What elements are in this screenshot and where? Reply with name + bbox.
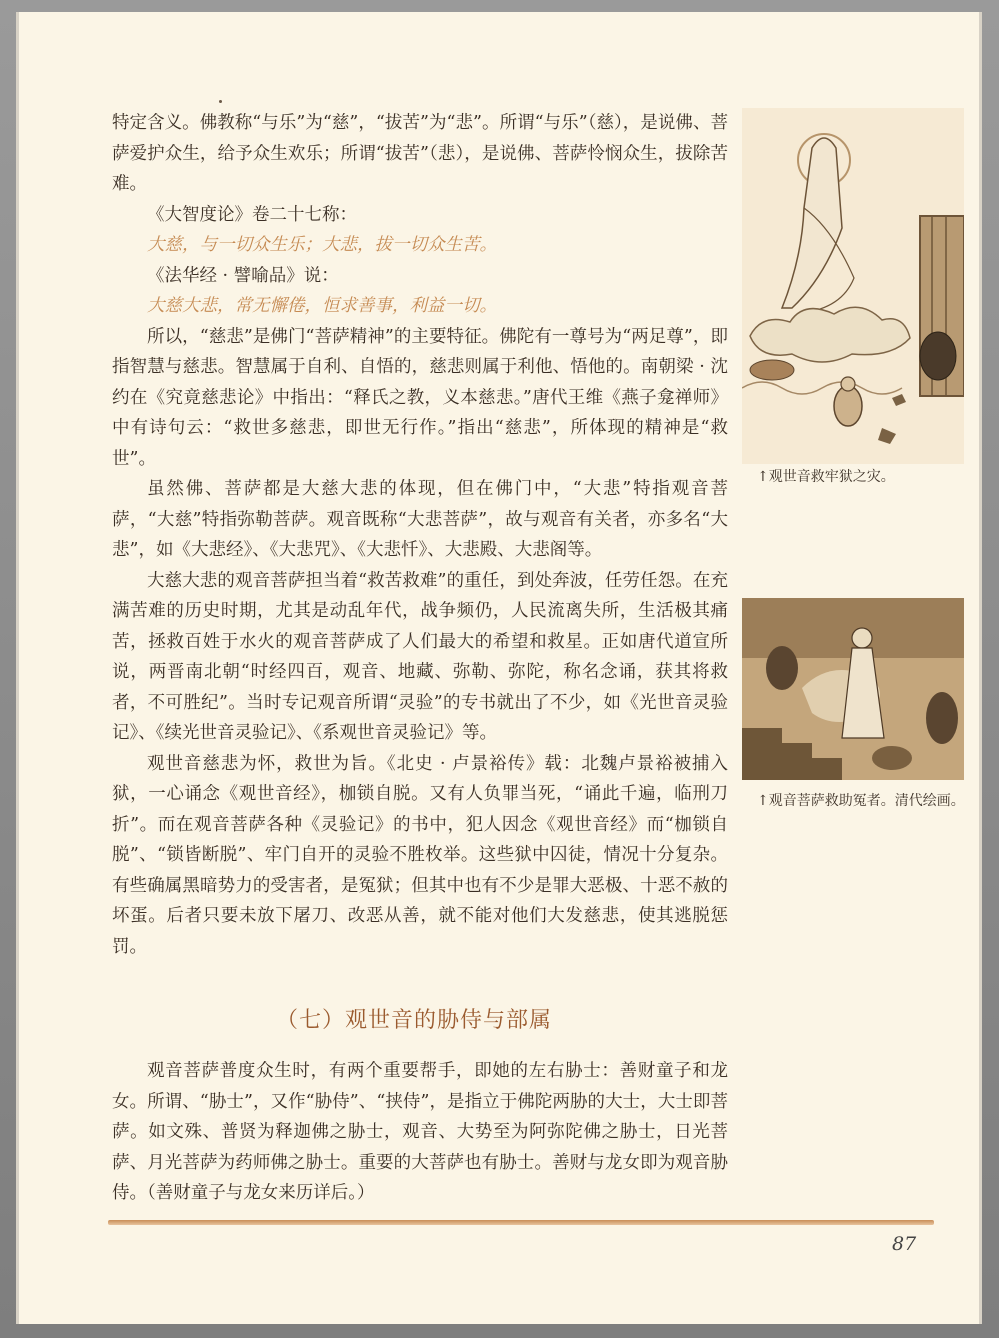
footer-rule xyxy=(108,1220,934,1225)
paragraph: 观世音慈悲为怀，救世为旨。《北史 · 卢景裕传》载：北魏卢景裕被捕入狱，一心诵念《观世音经》，枷锁自脱。又有人负罪当死，“诵此千遍，临刑刀折”。而在观音菩萨各种《灵验记》的书中，犯人因念《观世音经》而“枷锁自脱”、“锁皆断脱”、牢门自开的灵验不胜枚举。这些狱中囚徒，情况十分复杂。有些确属黑暗势力的受害者，是冤狱；但其中也有不少是罪大恶极、十恶不赦的坏蛋。后者只要未放下屠刀、改恶从善，就不能对他们大发慈悲，使其逃脱惩罚。 xyxy=(112,753,728,957)
illustration-drawing xyxy=(742,108,964,464)
illustration-drawing xyxy=(742,598,964,780)
page-number: 87 xyxy=(892,1233,917,1255)
quotation: 大慈大悲，常无懈倦，恒求善事，利益一切。 xyxy=(147,296,497,316)
ink-dot xyxy=(219,100,222,103)
paragraph: 虽然佛、菩萨都是大慈大悲的体现，但在佛门中，“大悲”特指观音菩萨，“大慈”特指弥勒菩萨。观音既称“大悲菩萨”，故与观音有关者，亦多名“大悲”，如《大悲经》、《大悲咒》、《大悲忏》、大悲殿、大悲阁等。 xyxy=(112,479,728,560)
paragraph: 特定含义。佛教称“与乐”为“慈”，“拔苦”为“悲”。所谓“与乐”（慈），是说佛、菩萨爱护众生，给予众生欢乐；所谓“拔苦”（悲），是说佛、菩萨怜悯众生，拔除苦难。 xyxy=(112,113,728,194)
quotation: 大慈，与一切众生乐；大悲，拔一切众生苦。 xyxy=(147,235,497,255)
guanyin-prison-illustration xyxy=(742,108,964,464)
citation-intro: 《法华经 · 譬喻品》说： xyxy=(147,265,339,286)
section-heading: （七）观世音的胁侍与部属 xyxy=(276,1008,553,1033)
figure-caption: ↑观音菩萨救助冤者。清代绘画。 xyxy=(757,793,965,809)
section-text xyxy=(112,1056,728,1209)
paragraph: 大慈大悲的观音菩萨担当着“救苦救难”的重任，到处奔波，任劳任怨。在充满苦难的历史时期，尤其是动乱年代，战争频仍，人民流离失所，生活极其痛苦，拯救百姓于水火的观音菩萨成了人们最大的希望和救星。正如唐代道宣所说，两晋南北朝“时经四百，观音、地藏、弥勒、弥陀，称名念诵，获其将救者，不可胜纪”。当时专记观音所谓“灵验”的专书就出了不少，如《光世音灵验记》、《续光世音灵验记》、《系观世音灵验记》等。 xyxy=(112,570,728,743)
paragraph: 观音菩萨普度众生时，有两个重要帮手，即她的左右胁士：善财童子和龙女。所谓、“胁士”，又作“胁侍”、“挟侍”，是指立于佛陀两胁的大士，大士即菩萨。如文殊、普贤为释迦佛之胁士，观音、大势至为阿弥陀佛之胁士，日光菩萨、月光菩萨为药师佛之胁士。重要的大菩萨也有胁士。善财与龙女即为观音胁侍。（善财童子与龙女来历详后。） xyxy=(112,1061,728,1203)
figure-caption: ↑观世音救牢狱之灾。 xyxy=(757,469,895,485)
citation-intro: 《大智度论》卷二十七称： xyxy=(147,204,357,225)
paragraph: 所以，“慈悲”是佛门“菩萨精神”的主要特征。佛陀有一尊号为“两足尊”，即指智慧与慈悲。智慧属于自利、自悟的，慈悲则属于利他、悟他的。南朝梁 · 沈约在《究竟慈悲论》中指出：“释氏之教，义本慈悲。”唐代王维《燕子龛禅师》中有诗句云：“救世多慈悲，即世无行作。”指出“慈悲”，所体现的精神是“救世”。 xyxy=(112,326,728,469)
qing-painting-illustration xyxy=(742,598,964,780)
main-text-column xyxy=(112,108,728,962)
